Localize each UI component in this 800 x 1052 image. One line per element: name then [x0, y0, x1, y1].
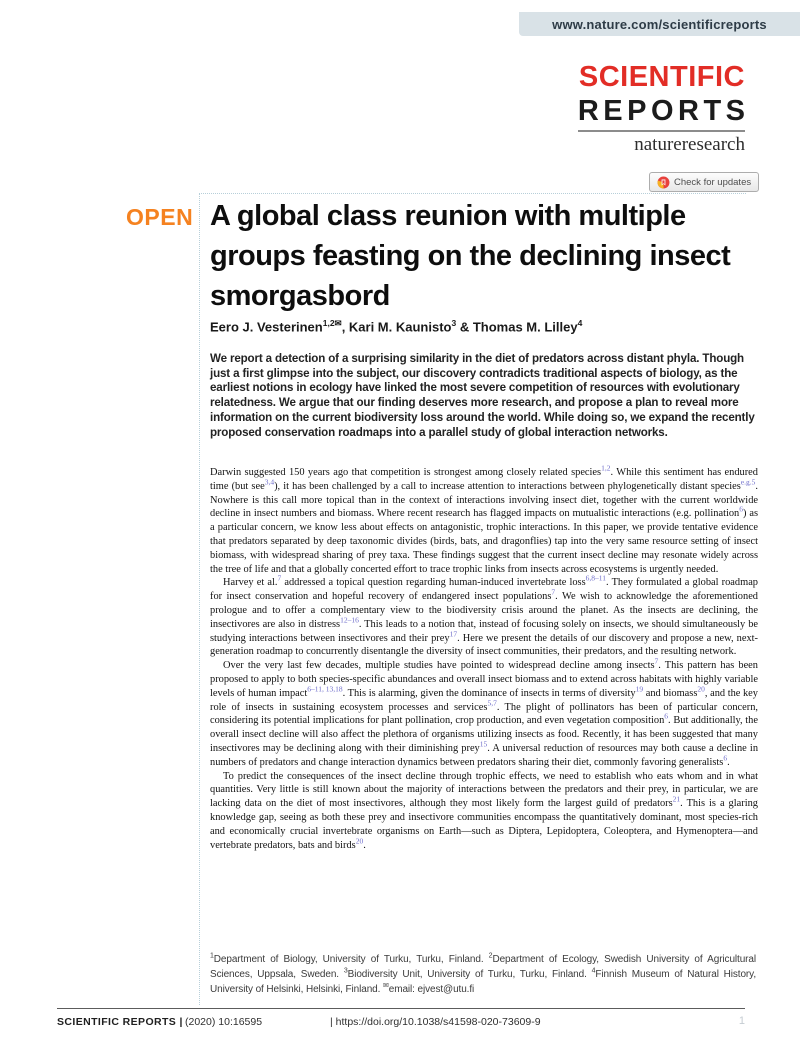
- site-url-text: www.nature.com/scientificreports: [552, 16, 767, 32]
- dotted-separator-horizontal: [199, 193, 746, 194]
- footer-divider: [57, 1008, 745, 1009]
- journal-logo: [577, 60, 750, 156]
- page-title: A global class reunion with multiple groups feasting on the declining insect smorgasbord: [210, 200, 731, 312]
- email-link[interactable]: ✉email: ejvest@utu.fi: [382, 982, 475, 995]
- body-paragraph: Over the very last few decades, multiple studies have pointed to widespread decline among insects$^7$. This pattern has been proposed to apply to both species-specific abundances and overall insect biomass and to extend across habitats with highly variable levels of human impact$^{6-11, 13,18}$. This is alarming, given the dominance of insects in terms of diversity$^{19}$ and biomass$^{20}$, and the key role of insects in sustaining ecosystem processes and services$^{5,7}$. The plight of pollinators has been of particular concern, considering its potential implications for plant pollination, crop production, and even vegetation composition$^6$. But additionally, the overall insect decline will also affect the plethora of organisms utilizing insects as food. Recently, it has been suggested that many insectivores may be declining along with their diminishing prey$^{15}$. A universal reduction of resources may both cause a decline in numbers of predators and change interaction dynamics between predators sharing their diet, commonly favoring generalists$^6$.: [210, 656, 759, 768]
- affiliations-note: [210, 952, 756, 997]
- logo-divider: [578, 130, 745, 132]
- footer-citation: (2020) 10:16595: [185, 1016, 263, 1028]
- footer-journal-name: SCIENTIFIC REPORTS |: [57, 1016, 183, 1028]
- logo-reports-text: REPORTS: [577, 95, 750, 127]
- authors-line: Eero J. Vesterinen$^{1,2✉}$, Kari M. Kaunisto$^3$ & Thomas M. Lilley$^4$: [210, 318, 583, 335]
- body-paragraph: Harvey et al.$^7$ addressed a topical question regarding human-induced invertebrate loss$^{6,8-11}$. They formulated a global roadmap for insect conservation and hopeful recovery of endangered insect populations$^7$. We wish to acknowledge the aforementioned prologue and to offer a complementary view to the biodiversity crisis around the planet. As the insects are declining, the insectivores are also in distress$^{12-16}$. This leads to a notion that, instead of focusing solely on insects, we should simultaneously be studying interactions between insectivores and their prey$^{17}$. Here we present the details of our discovery and propose a new, next-generation roadmap to concurrently disentangle the diversity of insect communities, their predators, and the resulting network.: [210, 573, 759, 658]
- body-paragraph: To predict the consequences of the insect decline through trophic effects, we need to establish who eats whom and in what quantities. Very little is still known about the majority of interactions between the predators and their prey, in particular, we are lacking data on the diet of most insectivores, although they most likely form the largest guild of predators$^{21}$. This is a glaring knowledge gap, seeing as both these prey and insectivore communities encompass the quantitatively dominant, most species-rich and economically crucial invertebrate organisms on Earth—such as Diptera, Lepidoptera, Coleoptera, and Hymenoptera—and vertebrate predators, bats and birds$^{20}$.: [210, 770, 758, 851]
- logo-scientific-text: SCIENTIFIC: [578, 61, 745, 93]
- check-for-updates-label: Check for updates: [674, 176, 752, 188]
- publisher-logo-text: natureresearch: [634, 134, 745, 155]
- check-for-updates-button[interactable]: [649, 172, 759, 192]
- page-number: 1: [738, 1015, 745, 1027]
- article-body: [210, 463, 759, 852]
- affiliations-text: $^1$Department of Biology, University of Turku, Turku, Finland. $^2$Department of Ecology, Swedish University of Agricultural Sciences, Uppsala, Sweden. $^3$Biodiversity Unit, University of Turku, Turku, Finland. $^4$Finnish Museum of Natural History, University of Helsinki, Helsinki, Finland.: [210, 952, 757, 995]
- dotted-separator-vertical: [199, 193, 200, 1005]
- open-access-label: OPEN: [126, 204, 194, 230]
- site-url-bar: [519, 12, 800, 36]
- body-paragraph: Darwin suggested 150 years ago that competition is strongest among closely related species$^{1,2}$. While this sentiment has endured time (but see$^{3,4}$), it has been challenged by a call to increase attention to interactions between phylogenetically distant species$^{e.g.5}$. Nowhere is this call more topical than in the context of interactions involving insect diet, together with the current worldwide decline in insect numbers and biomass. Where recent research has flagged impacts on mutualistic interactions (e.g. pollination$^6$) as a particular concern, we know less about effects on antagonistic, trophic interactions. In this paper, we provide tentative evidence that predators separated by deep taxonomic divides (birds, bats, and dragonflies) tap into the very same resource setting of insect biomass, with widespread sharing of prey taxa. These findings suggest that the current insect decline may resonate widely across the tree of life and that a globally concerted effort to trace trophic links from insects across ecosystems is urgently needed.: [210, 463, 759, 575]
- footer-doi-link[interactable]: | https://doi.org/10.1038/s41598-020-73609-9: [330, 1016, 541, 1028]
- abstract-text: We report a detection of a surprising similarity in the diet of predators across distant phyla. Though just a first glimpse into the subject, our discovery contradicts traditional aspects of biology, as the earliest notions in ecology have linked the most severe competition of resources with evolutionary relatedness. We argue that our finding deserves more research, and propose a plan to reveal more information on the current biodiversity loss around the world. While doing so, we expand the recently proposed conservation roadmaps into a parallel study of global interaction networks.: [210, 352, 755, 439]
- crossmark-icon: [657, 176, 670, 189]
